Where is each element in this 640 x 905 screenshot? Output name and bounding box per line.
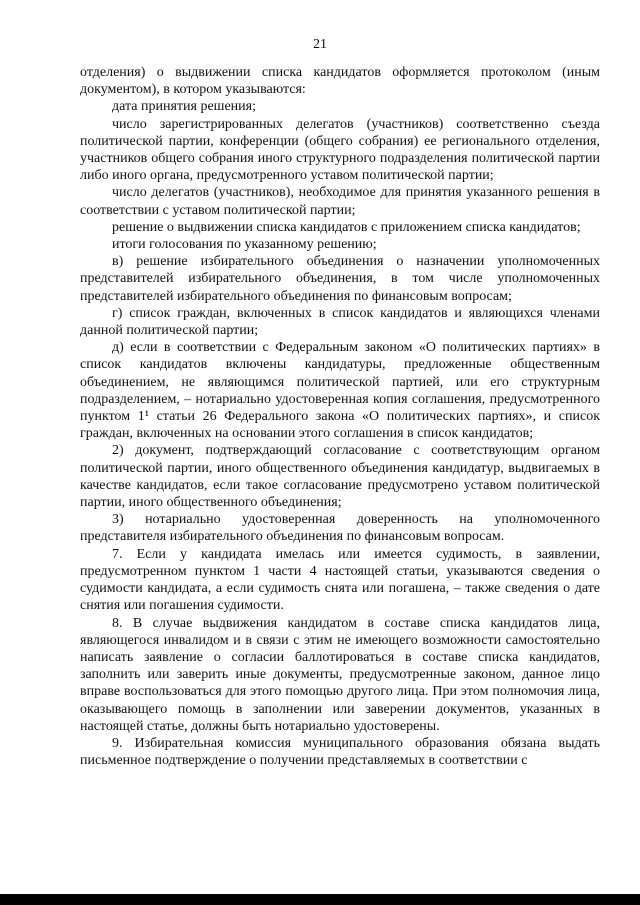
paragraph-required-delegates: число делегатов (участников), необходимое для принятия указанного решения в соответствии с уставом политической партии; bbox=[80, 185, 600, 218]
scan-edge-bar bbox=[0, 894, 640, 905]
page-number: 21 bbox=[313, 37, 327, 52]
paragraph-item-v: в) решение избирательного объединения о назначении уполномоченных представителей избирательного объединения, в том числе уполномоченных представителей избирательного объединения по финансовым вопросам; bbox=[80, 254, 600, 304]
paragraph-registered-delegates: число зарегистрированных делегатов (участников) соответственно съезда политической партии, конференции (общего собрания) ее регионального отделения, участников общего собрания иного структурного подразделения политической партии либо иного органа, предусмотренного уставом политической партии; bbox=[80, 116, 600, 184]
paragraph-item-g: г) список граждан, включенных в список кандидатов и являющихся членами данной политической партии; bbox=[80, 305, 600, 339]
page-body bbox=[80, 64, 600, 769]
paragraph-section-7: 7. Если у кандидата имелась или имеется судимость, в заявлении, предусмотренном пунктом 1 части 4 настоящей статьи, указываются сведения о судимости кандидата, а если судимость снята или погашена, – также сведения о дате снятия или погашения судимости. bbox=[80, 546, 600, 614]
paragraph-voting-results: итоги голосования по указанному решению; bbox=[112, 237, 377, 253]
paragraph-section-9: 9. Избирательная комиссия муниципального образования обязана выдать письменное подтверждение о получении представляемых в соответствии с bbox=[80, 735, 600, 769]
paragraph-item-d: д) если в соответствии с Федеральным законом «О политических партиях» в список кандидатов включены кандидатуры, предложенные общественным объединением, не являющимся политической партией, или его структурным подразделением, – нотариально удостоверенная копия соглашения, предусмотренного пунктом 1¹ статьи 26 Федерального закона «О политических партиях», и список граждан, включенных на основании этого соглашения в список кандидатов; bbox=[80, 340, 600, 442]
paragraph-item-3: 3) нотариально удостоверенная доверенность на уполномоченного представителя избирательного объединения по финансовым вопросам. bbox=[80, 512, 600, 545]
paragraph-item-2: 2) документ, подтверждающий согласование с соответствующим органом политической партии, иного общественного объединения кандидатур, выдвигаемых в качестве кандидатов, если такое согласование предусмотрено уставом политической партии, иного общественного объединения; bbox=[80, 443, 600, 511]
paragraph-nomination-decision: решение о выдвижении списка кандидатов с приложением списка кандидатов; bbox=[112, 219, 581, 235]
paragraph-continuation: отделения) о выдвижении списка кандидатов оформляется протоколом (иным документом), в котором указываются: bbox=[80, 65, 600, 98]
paragraph-decision-date: дата принятия решения; bbox=[112, 99, 256, 115]
paragraph-section-8: 8. В случае выдвижения кандидатом в составе списка кандидатов лица, являющегося инвалидом и в связи с этим не имеющего возможности самостоятельно написать заявление о согласии баллотироваться в составе списка кандидатов, заполнить или заверить иные документы, предусмотренные законом, данное лицо вправе воспользоваться для этого помощью другого лица. При этом полномочия лица, оказывающего помощь в заполнении или заверении документов, указанных в настоящей статье, должны быть нотариально удостоверены. bbox=[80, 615, 600, 734]
